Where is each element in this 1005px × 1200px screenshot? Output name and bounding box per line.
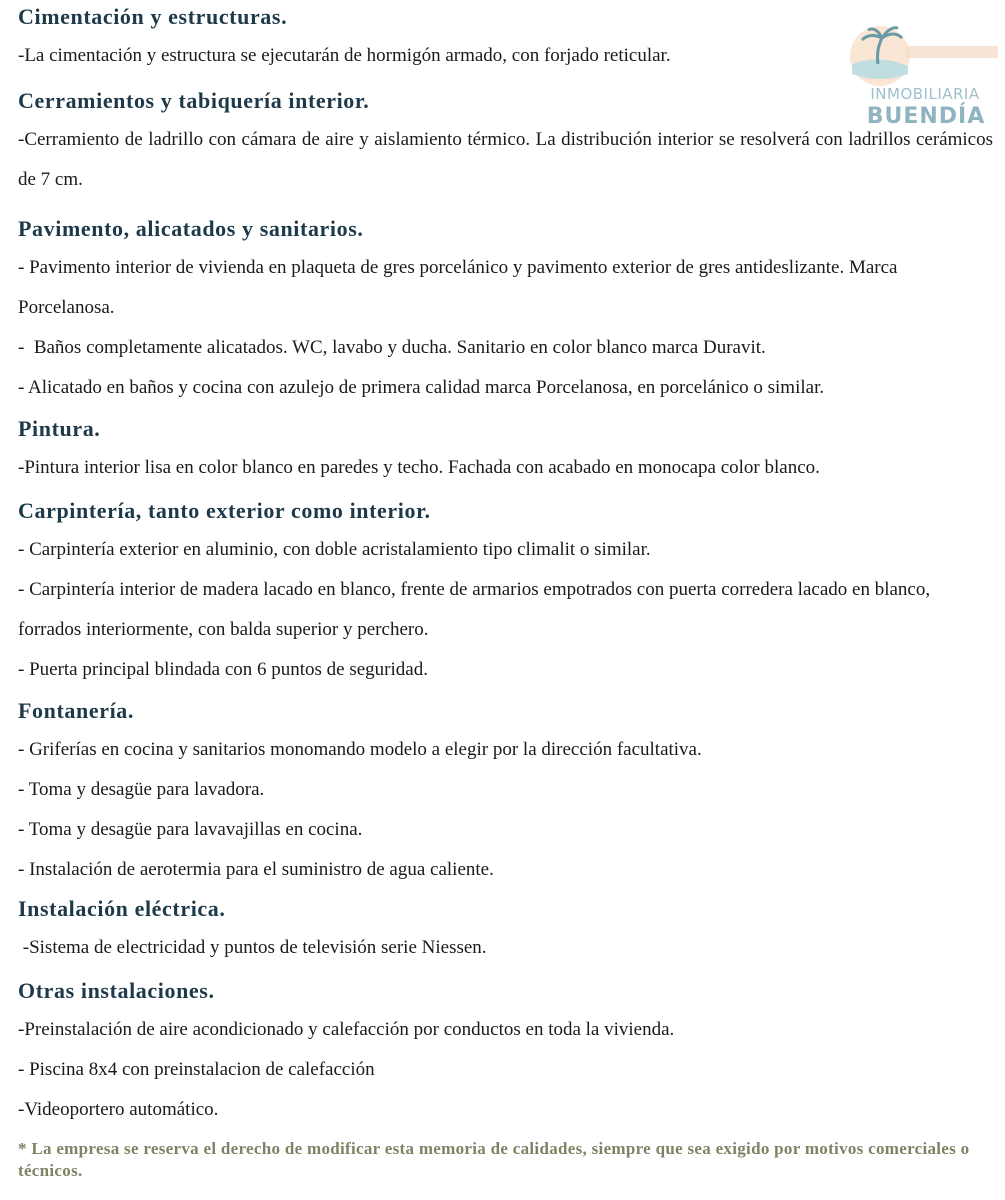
section-line: - Toma y desagüe para lavavajillas en cocina.	[18, 819, 363, 840]
section-title: Cerramientos y tabiquería interior.	[18, 88, 370, 113]
section-line: - Carpintería interior de madera lacado en blanco, frente de armarios empotrados con puerta corredera lacado en blanco, forrados interiormente, con balda superior y perchero.	[18, 579, 931, 640]
section-line: -Videoportero automático.	[18, 1099, 219, 1120]
section-line: - Griferías en cocina y sanitarios monomando modelo a elegir por la dirección facultativa.	[18, 739, 702, 760]
section-fontaneria	[18, 698, 993, 890]
company-logo	[848, 24, 998, 134]
section-line: - Pavimento interior de vivienda en plaqueta de gres porcelánico y pavimento exterior de gres antideslizante. Marca Porcelanosa.	[18, 257, 898, 318]
section-line: - Baños completamente alicatados. WC, lavabo y ducha. Sanitario en color blanco marca Duravit.	[18, 337, 766, 358]
section-line: - Piscina 8x4 con preinstalacion de calefacción	[18, 1059, 375, 1080]
section-title: Cimentación y estructuras.	[18, 4, 288, 29]
palm-beach-icon	[848, 24, 998, 86]
section-line: - Puerta principal blindada con 6 puntos de seguridad.	[18, 659, 428, 680]
section-line: - Instalación de aerotermia para el suministro de agua caliente.	[18, 859, 494, 880]
section-line: -Pintura interior lisa en color blanco en paredes y techo. Fachada con acabado en monocapa color blanco.	[18, 457, 820, 478]
section-line: -La cimentación y estructura se ejecutarán de hormigón armado, con forjado reticular.	[18, 45, 671, 66]
section-title: Otras instalaciones.	[18, 978, 215, 1003]
section-line: -Cerramiento de ladrillo con cámara de aire y aislamiento térmico. La distribución interior se resolverá con ladrillos cerámicos de 7 cm.	[18, 129, 993, 190]
section-title: Pintura.	[18, 416, 101, 441]
section-cerramientos	[18, 88, 993, 200]
logo-line1: INMOBILIARIA	[870, 85, 980, 103]
section-otras	[18, 978, 993, 1130]
section-line: - Toma y desagüe para lavadora.	[18, 779, 265, 800]
section-line: - Carpintería exterior en aluminio, con doble acristalamiento tipo climalit o similar.	[18, 539, 651, 560]
section-title: Carpintería, tanto exterior como interior.	[18, 498, 431, 523]
section-line: - Alicatado en baños y cocina con azulejo de primera calidad marca Porcelanosa, en porcelánico o similar.	[18, 377, 825, 398]
section-title: Fontanería.	[18, 698, 134, 723]
section-title: Instalación eléctrica.	[18, 896, 226, 921]
section-title: Pavimento, alicatados y sanitarios.	[18, 216, 364, 241]
section-carpinteria	[18, 498, 993, 690]
section-cimentacion	[18, 4, 848, 76]
disclaimer-note: * La empresa se reserva el derecho de modificar esta memoria de calidades, siempre que sea exigido por motivos comerciales o técnicos.	[18, 1139, 970, 1180]
section-line: -Sistema de electricidad y puntos de televisión serie Niessen.	[18, 937, 487, 958]
logo-line2: BUENDÍA	[866, 104, 986, 129]
section-pavimento	[18, 216, 993, 408]
section-line: -Preinstalación de aire acondicionado y calefacción por conductos en toda la vivienda.	[18, 1019, 675, 1040]
section-electrica	[18, 896, 993, 968]
section-pintura	[18, 416, 993, 488]
